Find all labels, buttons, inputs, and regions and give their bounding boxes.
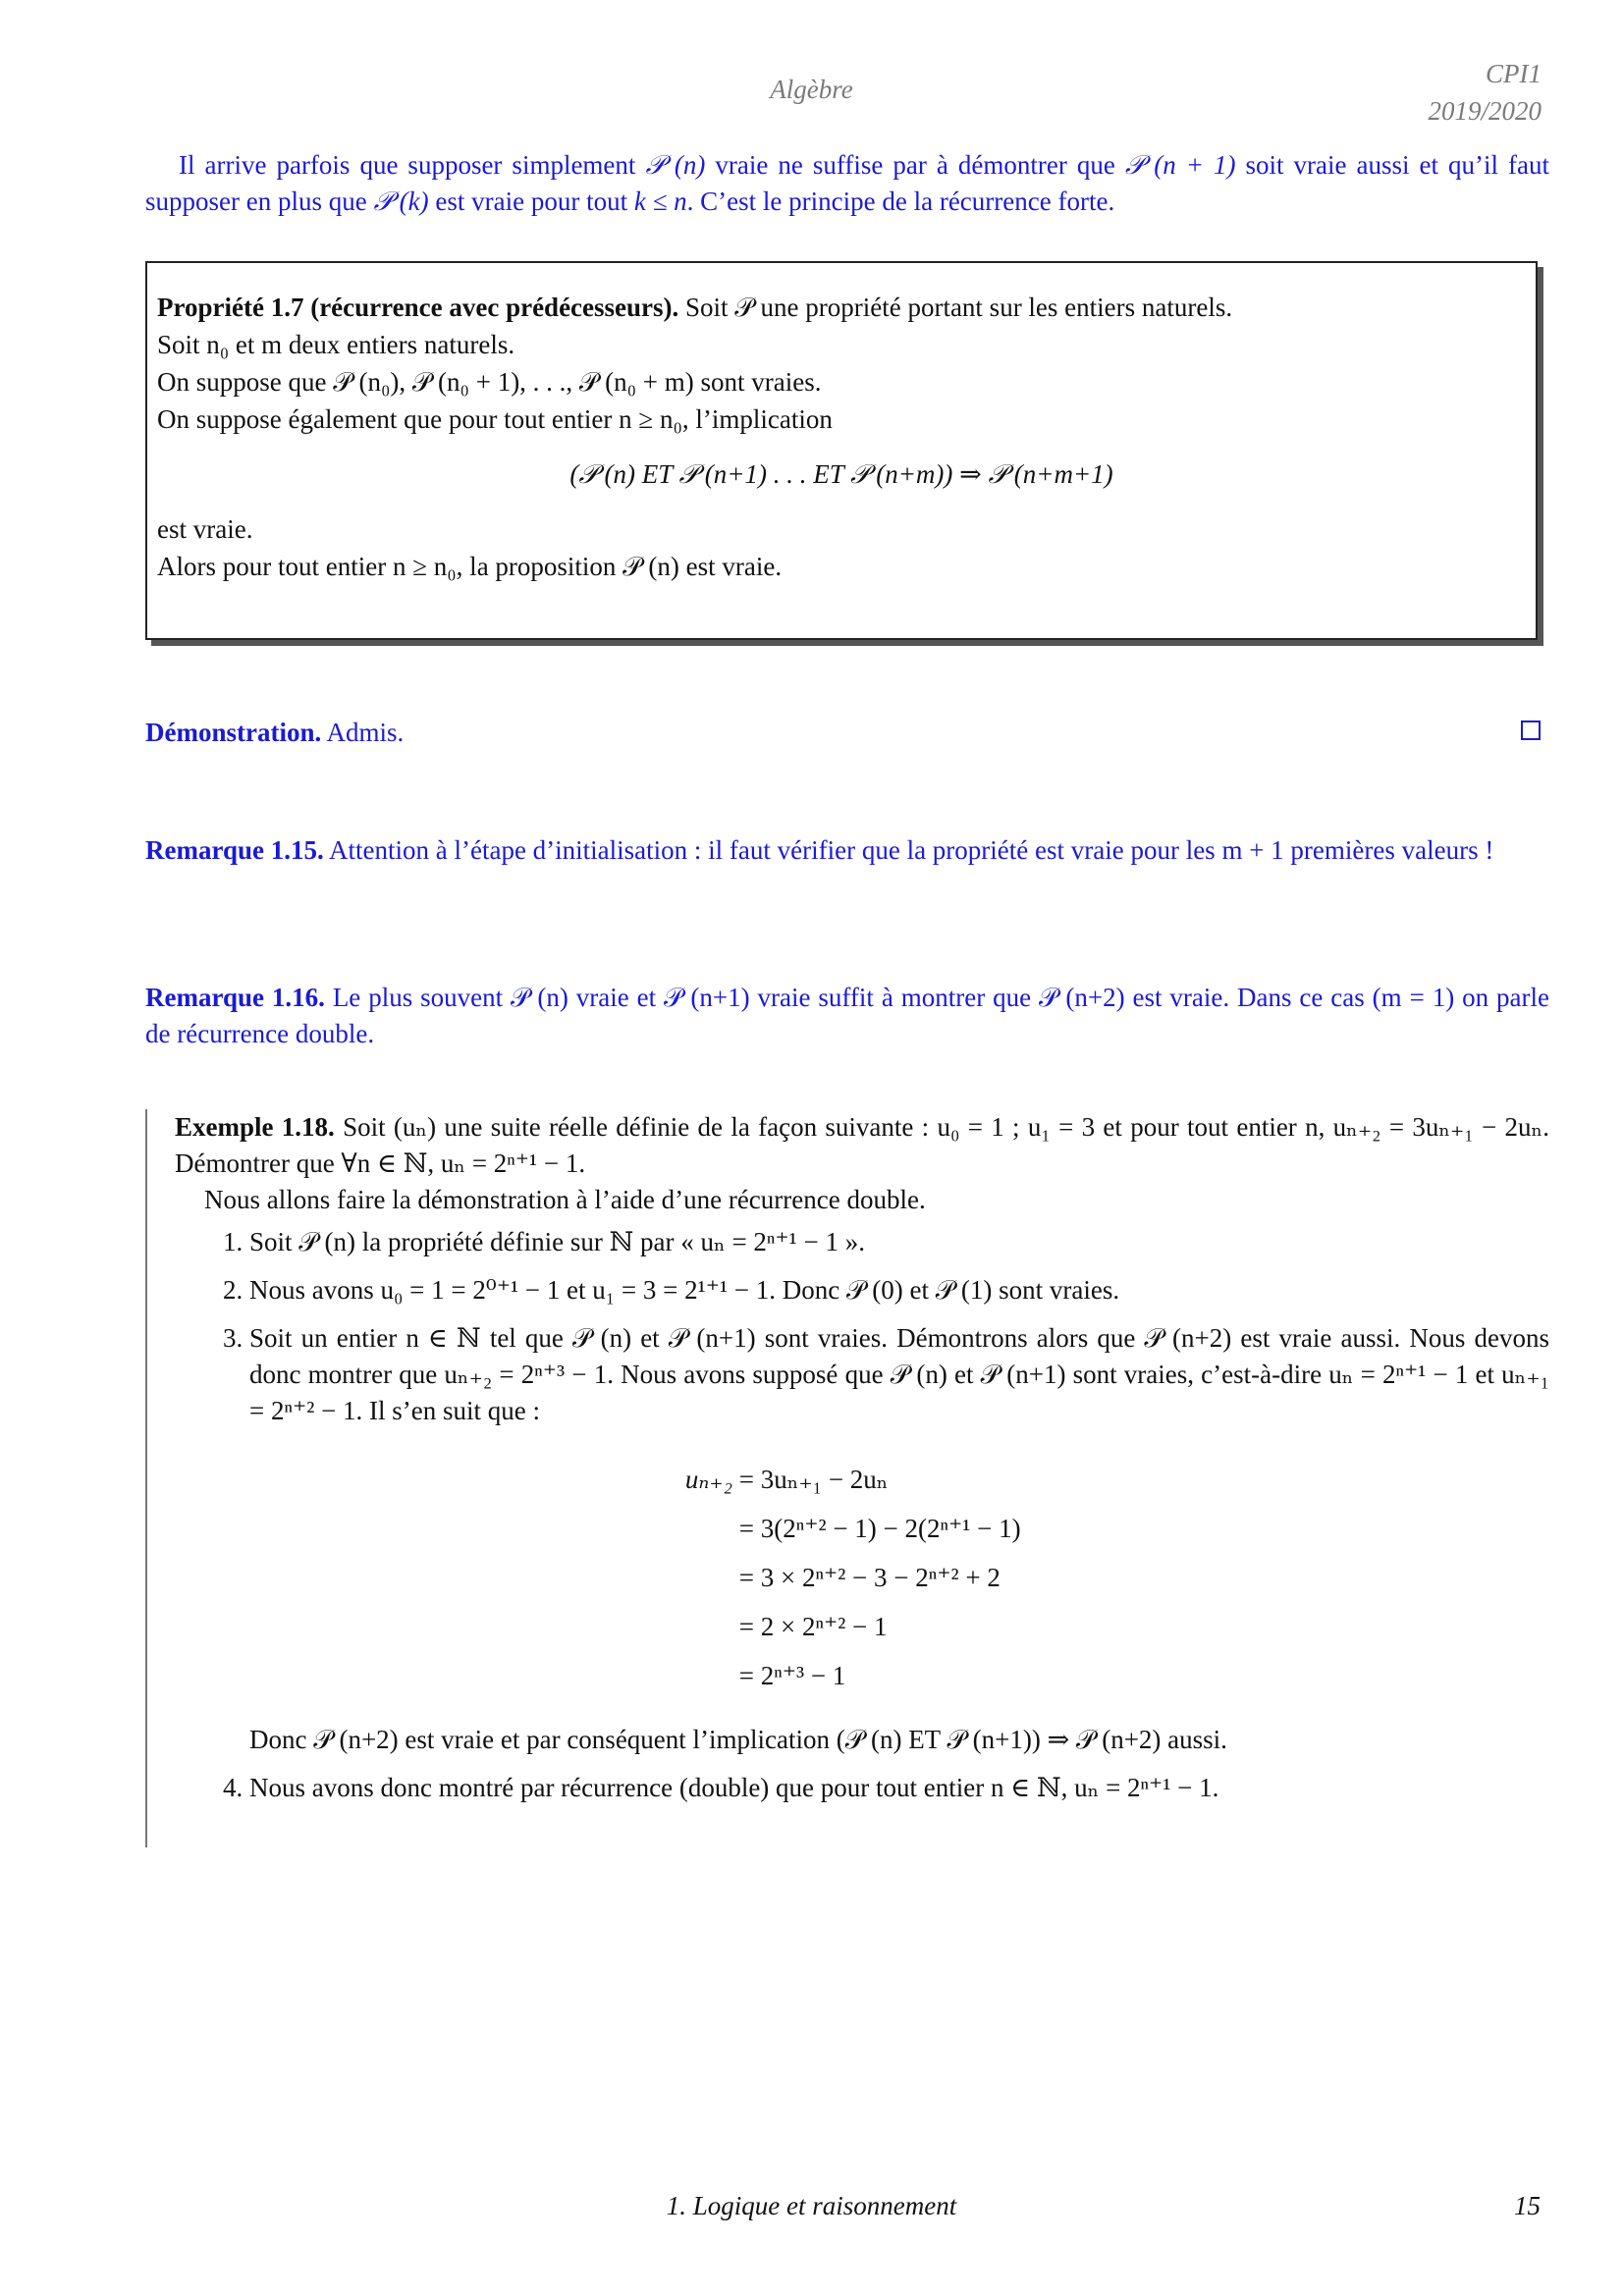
header-year: 2019/2020 [1428, 96, 1542, 126]
intro-math-pk: 𝒫 (k) [373, 187, 429, 216]
derivation-rhs: = 2 × 2ⁿ⁺² − 1 [738, 1612, 888, 1641]
example-statement: Soit (uₙ) une suite réelle définie de la façon suivante : u₀ = 1 ; u₁ = 3 et pour tout entier n, uₙ₊₂ = 3uₙ₊₁ − 2uₙ. Démontrer que ∀n ∈ ℕ, uₙ = 2ⁿ⁺¹ − 1. [175, 1112, 1549, 1178]
example-statement-block [175, 1109, 1549, 1182]
footer-page-number: 15 [1514, 2191, 1541, 2220]
remark-1-16 [145, 980, 1549, 1052]
list-item [249, 1320, 1549, 1758]
remark-1-15 [145, 832, 1549, 869]
intro-text-e: . C’est le principe de la récurrence forte. [686, 187, 1115, 216]
example-label: Exemple 1.18. [175, 1112, 335, 1142]
property-line-5: est vraie. [157, 514, 253, 544]
list-item: 2. Nous avons u₀ = 1 = 2⁰⁺¹ − 1 et u₁ = 3 = 2¹⁺¹ − 1. Donc 𝒫 (0) et 𝒫 (1) sont vraies. [249, 1272, 1549, 1308]
property-equation: (𝒫 (n) ET 𝒫 (n+1) . . . ET 𝒫 (n+m)) ⇒ 𝒫 (n+m+1) [569, 459, 1113, 489]
intro-text-a: Il arrive parfois que supposer simplement [179, 150, 646, 180]
derivation-rhs: = 3 × 2ⁿ⁺² − 3 − 2ⁿ⁺² + 2 [738, 1563, 1001, 1592]
step-3-text: 3. Soit un entier n ∈ ℕ tel que 𝒫 (n) et 𝒫 (n+1) sont vraies. Démontrons alors que 𝒫 (n+2) est vraie aussi. Nous devons donc montrer que uₙ₊₂ = 2ⁿ⁺³ − 1. Nous avons supposé que 𝒫 (n) et 𝒫 (n+1) sont vraies, c’est-à-dire uₙ = 2ⁿ⁺¹ − 1 et uₙ₊₁ = 2ⁿ⁺² − 1. Il s’en suit que : [249, 1323, 1549, 1425]
aligned-derivation [249, 1455, 1549, 1700]
derivation-rhs: = 2ⁿ⁺³ − 1 [738, 1661, 846, 1690]
example-lead: Nous allons faire la démonstration à l’aide d’une récurrence double. [204, 1185, 926, 1214]
intro-text-b: vraie ne suffise par à démontrer que [705, 150, 1125, 180]
derivation-row [664, 1651, 1549, 1700]
header-subject: Algèbre [770, 75, 853, 104]
list-item: 4. Nous avons donc montré par récurrence (double) que pour tout entier n ∈ ℕ, uₙ = 2ⁿ⁺¹ − 1. [249, 1770, 1549, 1806]
list-item: 1. Soit 𝒫 (n) la propriété définie sur ℕ par « uₙ = 2ⁿ⁺¹ − 1 ». [249, 1224, 1549, 1260]
derivation-row [664, 1602, 1549, 1651]
property-title: Propriété 1.7 (récurrence avec prédécesseurs). [157, 293, 679, 322]
derivation-rhs: = 3uₙ₊₁ − 2uₙ [738, 1465, 889, 1494]
intro-text-d: est vraie pour tout [428, 187, 634, 216]
property-heading [157, 289, 1526, 326]
example-steps-list [175, 1224, 1549, 1806]
intro-paragraph [145, 147, 1549, 220]
header-course: CPI1 [1486, 59, 1542, 88]
derivation-lhs: uₙ₊₂ [684, 1465, 732, 1494]
remark-1-16-label: Remarque 1.16. [145, 983, 325, 1012]
intro-math-pn: 𝒫 (n) [645, 150, 706, 180]
step-3-conclusion: Donc 𝒫 (n+2) est vraie et par conséquent l’implication (𝒫 (n) ET 𝒫 (n+1)) ⇒ 𝒫 (n+2) aussi. [249, 1725, 1227, 1754]
proof-paragraph [145, 718, 1549, 748]
property-box [145, 261, 1538, 640]
intro-math-pn1: 𝒫 (n + 1) [1124, 150, 1236, 180]
intro-math-kn: k ≤ n [633, 187, 687, 216]
intro-text-c: soit vraie aussi et qu’il faut supposer en plus que [145, 150, 1549, 216]
proof-text: Admis. [321, 718, 405, 747]
qed-square-icon [1521, 721, 1541, 740]
property-line-2: Soit n₀ et m deux entiers naturels. [157, 330, 515, 359]
example-block [145, 1109, 1549, 1847]
remark-1-15-text: Attention à l’étape d’initialisation : il faut vérifier que la propriété est vraie pour les m + 1 premières valeurs ! [323, 835, 1494, 865]
derivation-row [664, 1455, 1549, 1504]
derivation-rhs: = 3(2ⁿ⁺² − 1) − 2(2ⁿ⁺¹ − 1) [738, 1514, 1021, 1543]
header-course-info [1428, 55, 1542, 130]
property-line-6: Alors pour tout entier n ≥ n₀, la proposition 𝒫 (n) est vraie. [157, 552, 783, 581]
property-line-4: On suppose également que pour tout entier n ≥ n₀, l’implication [157, 404, 833, 434]
property-line-3: On suppose que 𝒫 (n₀), 𝒫 (n₀ + 1), . . ., 𝒫 (n₀ + m) sont vraies. [157, 367, 822, 397]
remark-1-16-text: Le plus souvent 𝒫 (n) vraie et 𝒫 (n+1) vraie suffit à montrer que 𝒫 (n+2) est vraie. Dans ce cas (m = 1) on parle de récurrence double. [145, 983, 1549, 1048]
derivation-row [664, 1553, 1549, 1602]
proof-label: Démonstration. [145, 718, 322, 747]
derivation-row [664, 1504, 1549, 1553]
remark-1-15-label: Remarque 1.15. [145, 835, 324, 865]
footer-chapter: 1. Logique et raisonnement [666, 2191, 957, 2220]
property-intro: Soit 𝒫 une propriété portant sur les entiers naturels. [678, 293, 1233, 322]
